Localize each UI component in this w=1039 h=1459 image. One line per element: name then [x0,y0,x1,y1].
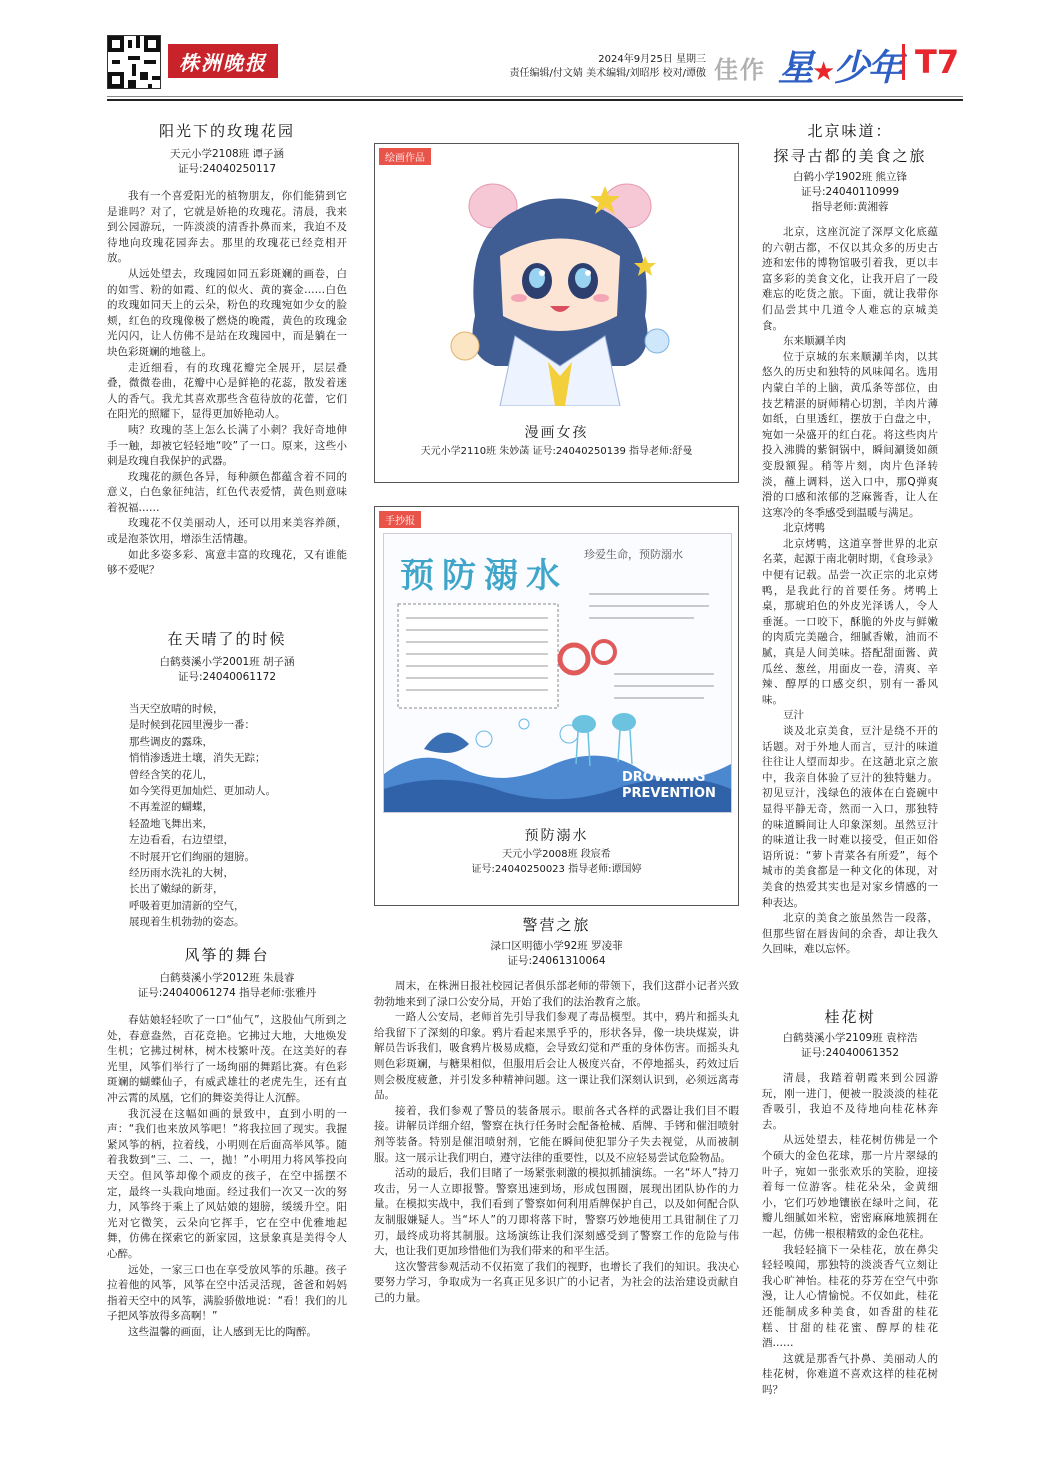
poster-footer-text: DROWNING PREVENTION [622,770,716,801]
column-brand [778,40,901,91]
author-id: 证号:24040061352 [800,1047,900,1059]
poem-line: 那些调皮的露珠， [129,735,213,748]
paragraph: 北京烤鸭，这道享誉世界的北京名菜，起源于南北朝时期，《食珍录》中便有记载。品尝一次正宗的北京烤鸭，是我此行的首要任务。烤鸭上桌，那琥珀色的外皮光泽诱人，令人垂涎。一口咬下，酥脆的外皮与鲜嫩的肉质完美融合，细腻香嫩，油而不腻，真是人间美味。搭配甜面酱、黄瓜丝、葱丝，用面皮一卷，清爽、辛辣、醇厚的口感交织，别有一番风味。 [762,537,938,706]
poem-line: 当天空放晴的时候， [129,703,224,715]
artwork-tag: 绘画作品 [379,148,431,165]
article-body [107,189,347,579]
article-osmanthus [762,1006,938,1398]
article-sunny-day [107,628,347,931]
poster-headline: 预防溺水 [400,556,568,596]
paragraph: 这些温馨的画面，让人感到无比的陶醉。 [128,1325,317,1338]
poem-line: 长出了嫩绿的新芽， [129,883,224,896]
food-heading: 北京烤鸭 [783,522,825,535]
author-id: 证号:24040061172 [177,671,277,683]
article-kite-stage [107,944,347,1340]
article-body [374,979,739,1306]
poem-line: 轻盈地飞舞出来， [129,817,213,830]
brand-part-b: 少年 [833,48,902,89]
paragraph: 我轻轻摘下一朵桂花，放在鼻尖轻轻嗅闻，那独特的淡淡香气立刻让我心旷神怡。桂花的芬芳在空气中弥漫，让人心情愉悦。不仅如此，桂花还能制成多种美食，如香甜的桂花糕、甘甜的桂花蜜、醇厚的桂花酒…… [762,1243,938,1350]
artwork-title: 预防溺水 [524,828,589,844]
author-id: 证号:24040110999 [800,186,900,198]
paragraph: 一路人公安局，老师首先引导我们参观了毒品模型。其中，鸦片和摇头丸给我留下了深刻的印象。鸦片看起来黑乎乎的，形状各异，像一块块煤炭，讲解员告诉我们，吸食鸦片极易成瘾，会导致幻觉和严重的身体伤害。而摇头丸则色彩斑斓，与糖果相似，但服用后会让人极度兴奋，不停地摇头，药效过后则会极度疲惫，并引发多种精神问题。这一课让我们深刻认识到，必须远离毒品。 [374,1011,739,1102]
poster-image [383,533,732,813]
paragraph: 周末，在株洲日报社校园记者俱乐部老师的带领下，我们这群小记者兴致勃勃地来到了渌口公安分局，开始了我们的法治教育之旅。 [374,980,739,1008]
article-body [107,1013,347,1340]
author-line: 渌口区明德小学92班 罗凌菲 [490,940,623,952]
editor-credits: 责任编辑/付文婧 美术编辑/刘昭彤 校对/谭傲 [509,68,706,79]
paragraph: 清晨，我踏着朝霞来到公园游玩，刚一进门，便被一股淡淡的桂花香吸引，我迫不及待地向桂花林奔去。 [762,1072,938,1131]
article-title: 在天晴了的时候 [167,630,287,648]
paragraph: 谈及北京美食，豆汁是绕不开的话题。对于外地人而言，豆汁的味道往往让人望而却步。在这趟北京之旅中，我亲自体验了豆汁的独特魅力。初见豆汁，浅绿色的液体在白瓷碗中显得平静无奇，然而一入口，那独特的味道瞬间让人印象深刻。虽然豆汁的味道让我一时难以接受，但正如俗语所说：“萝卜青菜各有所爱”，每个城市的美食都是一种文化的体现，对美食的热爱其实也是对家乡情感的一种表达。 [762,725,938,909]
issue-date: 2024年9月25日 星期三 [598,54,706,65]
poem-line: 悄悄渗透进土壤，消失无踪； [129,752,266,765]
article-title: 风筝的舞台 [184,946,270,964]
paragraph: 从远处望去，玫瑰园如同五彩斑斓的画卷，白的如雪、粉的如霞、红的似火、黄的赛金……白色的玫瑰如同天上的云朵，粉色的玫瑰宛如少女的脸颊，红色的玫瑰像极了燃烧的晚霞，黄色的玫瑰金光闪闪，让人仿佛不是站在玫瑰园中，而是躺在一块色彩斑斓的地毯上。 [107,267,347,358]
paragraph: 远处，一家三口也在享受放风筝的乐趣。孩子拉着他的风筝，风筝在空中活灵活现，爸爸和妈妈指着天空中的风筝，满脸骄傲地说：“看！我们的儿子把风筝放得多高啊！” [107,1263,347,1323]
star-icon: ★ [812,57,834,87]
poem-line: 不时展开它们绚丽的翅膀。 [129,850,255,863]
artwork-frame-poster [374,506,739,906]
author-line: 白鹤葵溪小学2109班 袁梓浩 [782,1032,918,1044]
article-beijing-food [762,120,938,958]
article-title: 桂花树 [824,1008,876,1026]
paragraph: 从远处望去，桂花树仿佛是一个个硕大的金色花球，那一片片翠绿的叶子，宛如一张张欢乐的笑脸，迎接着每一位游客。桂花朵朵，金黄细小，它们巧妙地镶嵌在绿叶之间，花瓣儿细腻如米粒，密密麻麻地簇拥在一起，仿佛一根根精致的金色花柱。 [762,1134,938,1240]
poem-line: 呼吸着更加清新的空气， [129,899,245,912]
poem-line: 不再羞涩的蝴蝶， [129,801,213,814]
section-name: 佳作 [714,56,766,84]
author-id: 证号:24040250117 [177,163,277,175]
article-subtitle: 探寻古都的美食之旅 [773,147,927,165]
article-body [762,1071,938,1398]
paragraph: 位于京城的东来顺涮羊肉，以其悠久的历史和独特的风味闻名。选用内蒙白羊的上脑，黄瓜条等部位，由技艺精湛的厨师精心切割，羊肉片薄如纸，白里透红，摆放于白盘之中，宛如一朵盛开的红白花。将这些肉片投入沸腾的紫铜锅中，瞬间涮烫如颜变殷额猩。稍等片刻，肉片色泽转淡，蘸上调料，送入口中，那Q弹爽滑的口感和浓郁的芝麻酱香，让人在这寒冷的冬季感受到温暖与满足。 [762,350,938,519]
paragraph: 我沉浸在这幅如画的景致中，直到小明的一声：“我们也来放风筝吧！”将我拉回了现实。我握紧风筝的柄，拉着线，小明则在后面高举风筝。随着我数到“三、二、一，抛！”小明用力将风筝投向天空。但风筝却像个顽皮的孩子，在空中摇摆不定，最终一头栽向地面。经过我们一次又一次的努力，风筝终于乘上了风姑娘的翅膀，缓缓升空。阳光对它微笑，云朵向它挥手，它在空中优雅地起舞，仿佛在探索它的新家园，这景象真是美得令人心醉。 [107,1107,347,1260]
paragraph: 春姑娘轻轻吹了一口“仙气”，这股仙气所到之处，春意盎然，百花竞艳。它拂过大地，大地焕发生机；它拂过树林，树木枝繁叶茂。在这美好的春光里，风筝们举行了一场绚丽的舞蹈比赛。有色彩斑斓的蝴蝶仙子，有威武雄壮的老虎先生，还有直冲云霄的凤凰，它们的舞姿美得让人沉醉。 [107,1014,347,1104]
author-line: 白鹤小学1902班 熊立锋 [792,171,908,183]
paragraph: 北京，这座沉淀了深厚文化底蕴的六朝古都，不仅以其众多的历史古迹和宏伟的博物馆吸引着我，更以丰富多彩的美食文化，让我开启了一段难忘的吃货之旅。下面，就让我带你们品尝其中几道令人难忘的京城美食。 [762,226,938,332]
paragraph: 玫瑰花的颜色各异，每种颜色都蕴含着不同的意义，白色象征纯洁，红色代表爱情，黄色则意味着祝福…… [107,470,347,514]
poem-line: 经历雨水洗礼的大树， [129,867,234,880]
paragraph: 玫瑰花不仅美丽动人，还可以用来美容养颜，或是泡茶饮用，增添生活情趣。 [107,517,347,546]
poem-body [107,701,347,931]
poster-slogan: 珍爱生命，预防溺水 [584,548,683,561]
food-heading: 豆汁 [783,709,804,722]
paragraph: 我有一个喜爱阳光的植物朋友，你们能猜到它是谁吗？对了，它就是娇艳的玫瑰花。清晨，我来到公园游玩，一阵淡淡的清香扑鼻而来，我迫不及待地向玫瑰花园奔去。那里的玫瑰花已经竞相开放。 [107,190,347,265]
paragraph: 接着，我们参观了警员的装备展示。眼前各式各样的武器让我们目不暇接。讲解员详细介绍，警察在执行任务时会配备枪械、盾牌、手铐和催泪喷射剂等装备。特别是催泪喷射剂，它能在瞬间使犯罪分子失去视觉，从而被制服。这一展示让我们明白，遵守法律的重要性，以及不应轻易尝试危险物品。 [374,1104,739,1164]
artwork-caption: 天元小学2110班 朱妙菡 证号:24040250139 指导老师:舒曼 [420,446,693,457]
author-id: 证号:24061310064 [507,955,606,967]
manga-girl-drawing [445,166,675,406]
poem-line: 如今笑得更加灿烂、更加动人。 [129,785,276,798]
paragraph: 活动的最后，我们目睹了一场紧张刺激的模拟抓捕演练。一名“坏人”持刀攻击，另一人立即报警。警察迅速到场，形成包围圈，展现出团队协作的力量。在模拟实战中，我们看到了警察如何利用盾牌保护自己，以及如何配合队友制服嫌疑人。当“坏人”的刀即将落下时，警察巧妙地使用工具钳制住了刀刃，最终成功将其制服。这场演练让我们深刻感受到了警察工作的危险与伟大，也让我们更加珍惜他们为我们带来的和平生活。 [374,1167,739,1258]
paragraph: 这次警营参观活动不仅拓宽了我们的视野，也增长了我们的知识。我决心要努力学习，争取成为一名真正见多识广的小记者，为社会的法治建设贡献自己的力量。 [374,1260,739,1304]
header-rule-thick [107,99,963,101]
article-title: 北京味道： [807,122,893,140]
paragraph: 走近细看，有的玫瑰花瓣完全展开，层层叠叠，微微卷曲，花瓣中心是鲜艳的花蕊，散发着迷人的香气。我尤其喜欢那些含苞待放的花蕾，它们在阳光的照耀下，显得更加娇艳动人。 [107,361,347,421]
artwork-tag: 手抄报 [379,511,421,528]
teacher-line: 指导老师:黄湘蓉 [811,201,889,213]
artwork-frame-manga [374,143,739,483]
artwork-caption: 证号:24040250023 指导老师:谭国婷 [471,864,642,875]
newspaper-logo: 株洲晚报 [168,44,278,78]
author-id: 证号:24040061274 指导老师:张雅丹 [137,987,317,999]
food-heading: 东来顺涮羊肉 [783,335,846,348]
paragraph: 如此多姿多彩、寓意丰富的玫瑰花，又有谁能够不爱呢？ [107,548,347,577]
page-number: T7 [902,44,959,80]
poem-line: 曾经含笑的花儿， [129,768,213,781]
artwork-caption: 天元小学2008班 段宸希 [502,849,611,860]
paragraph: 咦？玫瑰的茎上怎么长满了小刺？我好奇地伸手一触，却被它轻轻地“咬”了一口。原来，这些小刺是玫瑰自我保护的武器。 [107,423,347,468]
article-body [762,225,938,958]
qr-code [107,35,161,89]
header-rule [107,96,963,97]
poem-line: 左边看看，右边望望， [129,834,234,847]
poem-line: 是时候到花园里漫步一番： [129,719,255,732]
paragraph: 这就是那香气扑鼻、美丽动人的桂花树，你难道不喜欢这样的桂花树吗？ [762,1352,938,1396]
paragraph: 北京的美食之旅虽然告一段落，但那些留在唇齿间的余香，却让我久久回味，难以忘怀。 [762,912,938,956]
brand-part-a: 星 [778,48,813,89]
author-line: 天元小学2108班 谭子涵 [169,148,285,160]
author-line: 白鹤葵溪小学2001班 胡子涵 [159,656,295,668]
poem-line: 展现着生机勃勃的姿态。 [129,916,245,929]
author-line: 白鹤葵溪小学2012班 朱晨睿 [159,972,295,984]
article-title: 警营之旅 [522,916,591,934]
article-police-trip [374,914,739,1306]
article-title: 阳光下的玫瑰花园 [158,122,295,140]
article-rose-garden [107,120,347,579]
artwork-title: 漫画女孩 [524,425,589,441]
